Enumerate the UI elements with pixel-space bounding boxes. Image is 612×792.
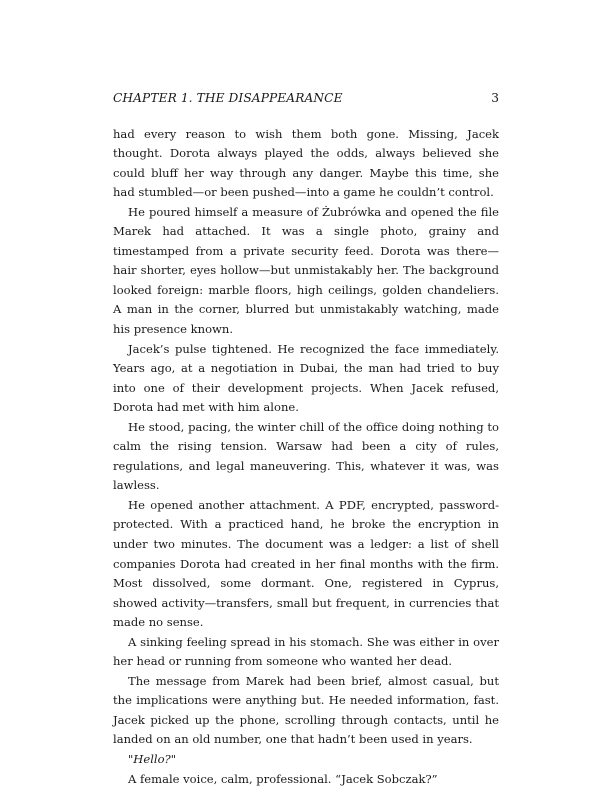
page-number: 3	[491, 91, 499, 105]
dialogue-line: "Hello?"	[128, 752, 177, 766]
running-header	[113, 91, 499, 109]
paragraph: He stood, pacing, the winter chill of the office doing nothing to calm the rising tension. Warsaw had been a city of rules, regulations, and legal maneuvering. This, whatever it was, was lawless.	[113, 419, 499, 493]
chapter-title: CHAPTER 1. THE DISAPPEARANCE	[113, 91, 343, 105]
paragraph: He opened another attachment. A PDF, encrypted, password-protected. With a practiced hand, he broke the encryption in under two minutes. The document was a ledger: a list of shell companies Dorota had created in her final months with the firm. Most dissolved, some dormant. One, registered in Cyprus, showed activity—transfers, small but frequent, in currencies that made no sense.	[113, 497, 499, 630]
paragraph: Jacek’s pulse tightened. He recognized the face immediately. Years ago, at a negotiation in Dubai, the man had tried to buy into one of their development projects. When Jacek refused, Dorota had met with him alone.	[113, 341, 499, 415]
paragraph: A female voice, calm, professional. “Jacek Sobczak?”	[128, 771, 438, 786]
paragraph: The message from Marek had been brief, almost casual, but the implications were anything but. He needed information, fast. Jacek picked up the phone, scrolling through contacts, until he landed on an old number, one that hadn’t been used in years.	[113, 673, 499, 747]
paragraph: had every reason to wish them both gone. Missing, Jacek thought. Dorota always played the odds, always believed she could bluff her way through any danger. Maybe this time, she had stumbled—or been pushed—into a game he couldn’t control.	[113, 126, 499, 200]
body-text	[113, 125, 499, 790]
paragraph: He poured himself a measure of Żubrówka and opened the file Marek had attached. It was a single photo, grainy and timestamped from a private security feed. Dorota was there—hair shorter, eyes hollow—but unmistakably her. The background looked foreign: marble floors, high ceilings, golden chandeliers. A man in the corner, blurred but unmistakably watching, made his presence known.	[113, 204, 499, 336]
paragraph: A sinking feeling spread in his stomach. She was either in over her head or running from someone who wanted her dead.	[113, 634, 499, 669]
